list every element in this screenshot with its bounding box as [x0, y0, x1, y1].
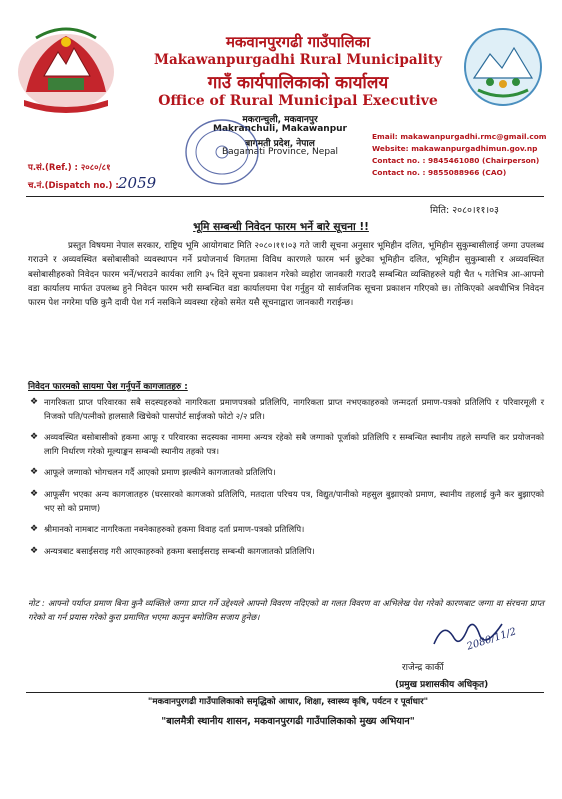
bullet-icon: ❖ — [30, 397, 39, 407]
municipality-name-nepali: मकवानपुरगढी गाउँपालिका — [225, 33, 371, 51]
nepal-emblem-logo — [14, 22, 118, 114]
bullet-icon: ❖ — [30, 467, 39, 478]
address-english: Makranchuli, Makawanpur — [213, 124, 347, 134]
list-item: ❖ आफूसँग भएका अन्य कागजातहरु (घरसारको कागजको प्रतिलिपि, मतदाता परिचय पत्र, विद्युत/पानीको महसुल बुझाएको प्रमाण, स्थानीय तहलाई कुनै कर बुझाएको भए सो को प्रमाण) — [30, 488, 544, 513]
municipality-name-english: Makawanpurgadhi Rural Municipality — [154, 52, 442, 68]
bullet-icon: ❖ — [30, 545, 39, 556]
signatory-title: (प्रमुख प्रशासकीय अधिकृत) — [395, 680, 489, 690]
contact-phone-chairperson: Contact no. : 9845461080 (Chairperson) — [372, 156, 540, 165]
list-item: ❖ नागरिकता प्राप्त परिवारका सबै सदस्यहरुको नागरिकता प्रमाणपत्रको प्रतिलिपि, नागरिकता प्राप्त नभएकाहरुको जन्मदर्ता प्रमाण-पत्रको प्रतिलिपि र परिवारमूली र निजको पति/पत्नीको हालसालै खिचेको पासपोर्ट साईजको फोटो २/२ प्रति। — [30, 397, 544, 421]
office-seal-stamp — [182, 116, 262, 188]
reference-number: प.सं.(Ref.) : २०८०/८१ — [28, 163, 111, 173]
legal-note: नोट : आफ्नो पर्याप्त प्रमाण बिना कुनै व्यक्तिले जग्गा प्राप्त गर्ने उद्देश्यले आफ्नो विवरण नदिएको वा गलत विवरण वा अभिलेख पेश गरेको कारणबाट जग्गा वा संरचना प्राप्त गरेको वा गर्न प्रयास गरेको कुरा प्रमाणित भएमा कानुन बमोजिम सजाय हुनेछ। — [28, 598, 544, 622]
list-item: ❖ श्रीमानको नामबाट नागरिकता नबनेकाहरुको हकमा विवाह दर्ता प्रमाण-पत्रको प्रतिलिपि। — [30, 523, 544, 537]
required-documents-list — [30, 396, 544, 566]
footer-divider — [26, 692, 544, 693]
contact-email: Email: makawanpurgadhi.rmc@gmail.com — [372, 132, 547, 141]
address-nepali: मकरान्चुली, मकवानपुर — [242, 115, 318, 125]
signatory-name: राजेन्द्र कार्की — [402, 663, 444, 673]
bullet-icon: ❖ — [30, 524, 39, 535]
notice-body: प्रस्तुत विषयमा नेपाल सरकार, राष्ट्रिय भूमि आयोगबाट मिति २०८०।११।०३ गते जारी सूचना अनुसार भूमिहीन दलित, भूमिहीन सुकुम्बासीलाई जग्गा उपलब्ध गराउने र अव्यवस्थित बसोबासीको व्यवस्थापन गर्ने प्रयोजनार्थ विगतमा विविध कारणले फारम भर्न छुटेका भूमिहीन दलित, भूमिहीन सुकुम्बासी र अव्यवस्थित बसोबासीहरुको निवेदन फारम भर्ने/भराउने कार्यका लागि ३५ दिने सूचना प्रकाशन गरेको व्यहोरा जानकारी गराउदै सम्बन्धित व्यक्तिहरुले यही चैत ५ गतेभित्र आ-आफ्नो वडा कार्यालय मार्फत उपलब्ध हुने निवेदन फारम भरी सम्बन्धित वडा कार्यालयमा पेश गर्नुहुन यो सार्वजनिक सूचना प्रकाशन गरिएको छ। तोकिएको अवधीभित्र निवेदन फारम पेश नगरेमा पछि कुनै दावी पेश गर्न नसकिने व्यवस्था रहेको समेत यसै सूचनाद्वारा जानकारी गराईन्छ। — [28, 241, 544, 309]
list-item: ❖ आफूले जग्गाको भोगचलन गर्दै आएको प्रमाण झल्कीने कागजातको प्रतिलिपि। — [30, 466, 544, 480]
footer-slogan-2: "बालमैत्री स्थानीय शासन, मकवानपुरगढी गाउँपालिकाको मुख्य अभियान" — [161, 716, 415, 727]
required-documents-heading: निवेदन फारमको सायमा पेश गर्नुपर्ने कागजातहरु : — [28, 382, 188, 392]
footer-slogan-1: "मकवानपुरगढी गाउँपालिकाको समृद्धिको आधार, शिक्षा, स्वास्थ्य कृषि, पर्यटन र पूर्वाधार" — [147, 697, 429, 707]
list-item: ❖ अव्यवस्थित बसोबासीको हकमा आफू र परिवारका सदस्यका नाममा अन्यत्र रहेको सबै जग्गाको पूर्जाको प्रतिलिपि र सम्बन्धित स्थानीय तहले सम्पत्ति कर प्रयोजनको लागि निर्धारण गरेको मूल्याङ्कन सम्बन्धी स्थानीय तहको पत्र। — [30, 432, 544, 456]
list-item: ❖ अन्यत्रबाट बसाईसराइ गरी आएकाहरुको हकमा बसाईसराइ सम्बन्धी कागजातको प्रतिलिपि। — [30, 545, 544, 559]
office-name-nepali: गाउँ कार्यपालिकाको कार्यालय — [207, 73, 389, 93]
province-english: Bagamati Province, Nepal — [221, 147, 339, 157]
dispatch-label: च.नं.(Dispatch no.) : — [28, 181, 119, 191]
bullet-icon: ❖ — [30, 488, 39, 499]
notice-date: मिति: २०८०।११।०३ — [430, 205, 499, 216]
bullet-icon: ❖ — [30, 432, 39, 443]
contact-phone-cao: Contact no. : 9855088966 (CAO) — [372, 168, 507, 177]
signature-date-handwritten: 2080/11/2 — [465, 626, 518, 653]
dispatch-number-handwritten: 2059 — [118, 174, 157, 192]
notice-title: भूमि सम्बन्धी निवेदन फारम भर्ने बारे सूचना !! — [193, 221, 369, 233]
office-name-english: Office of Rural Municipal Executive — [158, 93, 438, 109]
contact-website: Website: makawanpurgadhimun.gov.np — [372, 144, 538, 153]
province-nepali: बागमती प्रदेश, नेपाल — [245, 139, 315, 149]
header-divider — [26, 196, 544, 197]
